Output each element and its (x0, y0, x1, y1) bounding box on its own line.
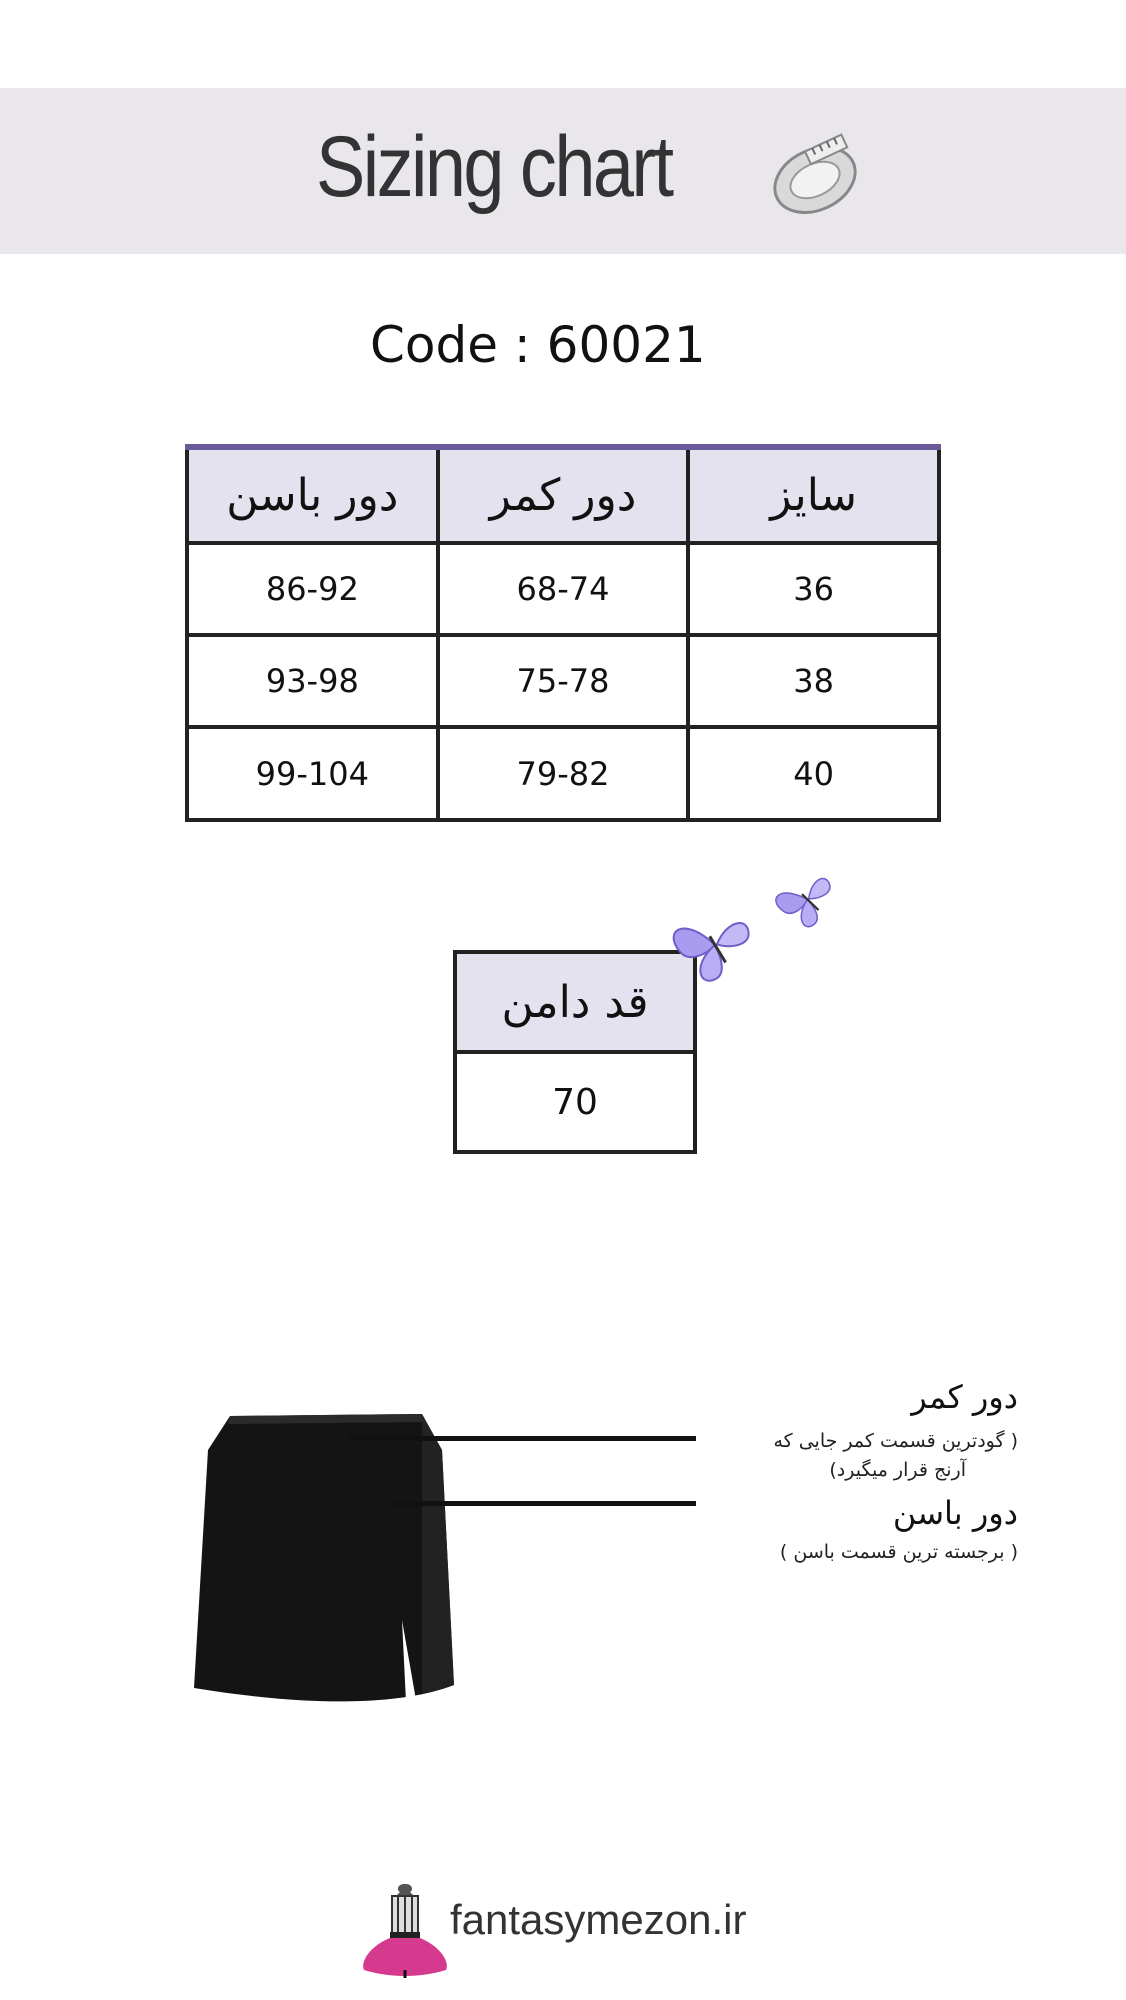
hip-cell: 93-98 (187, 635, 438, 727)
waist-cell: 68-74 (438, 543, 689, 635)
waist-description-cont: آرنج قرار میگیرد) (829, 1459, 966, 1481)
butterfly-icon (770, 862, 845, 937)
hip-header: دور باسن (187, 447, 438, 543)
table-row (187, 543, 939, 635)
product-code: Code : 60021 (370, 316, 706, 374)
hip-cell: 86-92 (187, 543, 438, 635)
size-cell: 36 (688, 543, 939, 635)
skirt-length-value: 70 (455, 1052, 695, 1152)
table-row (187, 727, 939, 820)
hip-guide-line (388, 1501, 696, 1506)
skirt-length-table (453, 950, 697, 1154)
size-cell: 38 (688, 635, 939, 727)
size-header: سایز (688, 447, 939, 543)
tape-measure-icon (760, 130, 870, 230)
size-cell: 40 (688, 727, 939, 820)
waist-cell: 75-78 (438, 635, 689, 727)
table-header-row (187, 447, 939, 543)
waist-description: ( گودترین قسمت کمر جایی که (773, 1430, 1018, 1452)
site-url: fantasymezon.ir (450, 1896, 747, 1943)
table-row (187, 635, 939, 727)
size-table (185, 444, 941, 822)
hip-cell: 99-104 (187, 727, 438, 820)
hip-description: ( برجسته ترین قسمت باسن ) (779, 1541, 1018, 1563)
waist-cell: 79-82 (438, 727, 689, 820)
dress-logo-icon (360, 1882, 450, 1978)
skirt-illustration (190, 1410, 490, 1710)
waist-header: دور کمر (438, 447, 689, 543)
hip-label: دور باسن (892, 1494, 1018, 1532)
waist-guide-line (348, 1436, 696, 1441)
butterfly-icon (665, 895, 765, 995)
waist-label: دور کمر (911, 1378, 1018, 1416)
page-title: Sizing chart (316, 119, 672, 215)
skirt-length-header: قد دامن (455, 952, 695, 1052)
